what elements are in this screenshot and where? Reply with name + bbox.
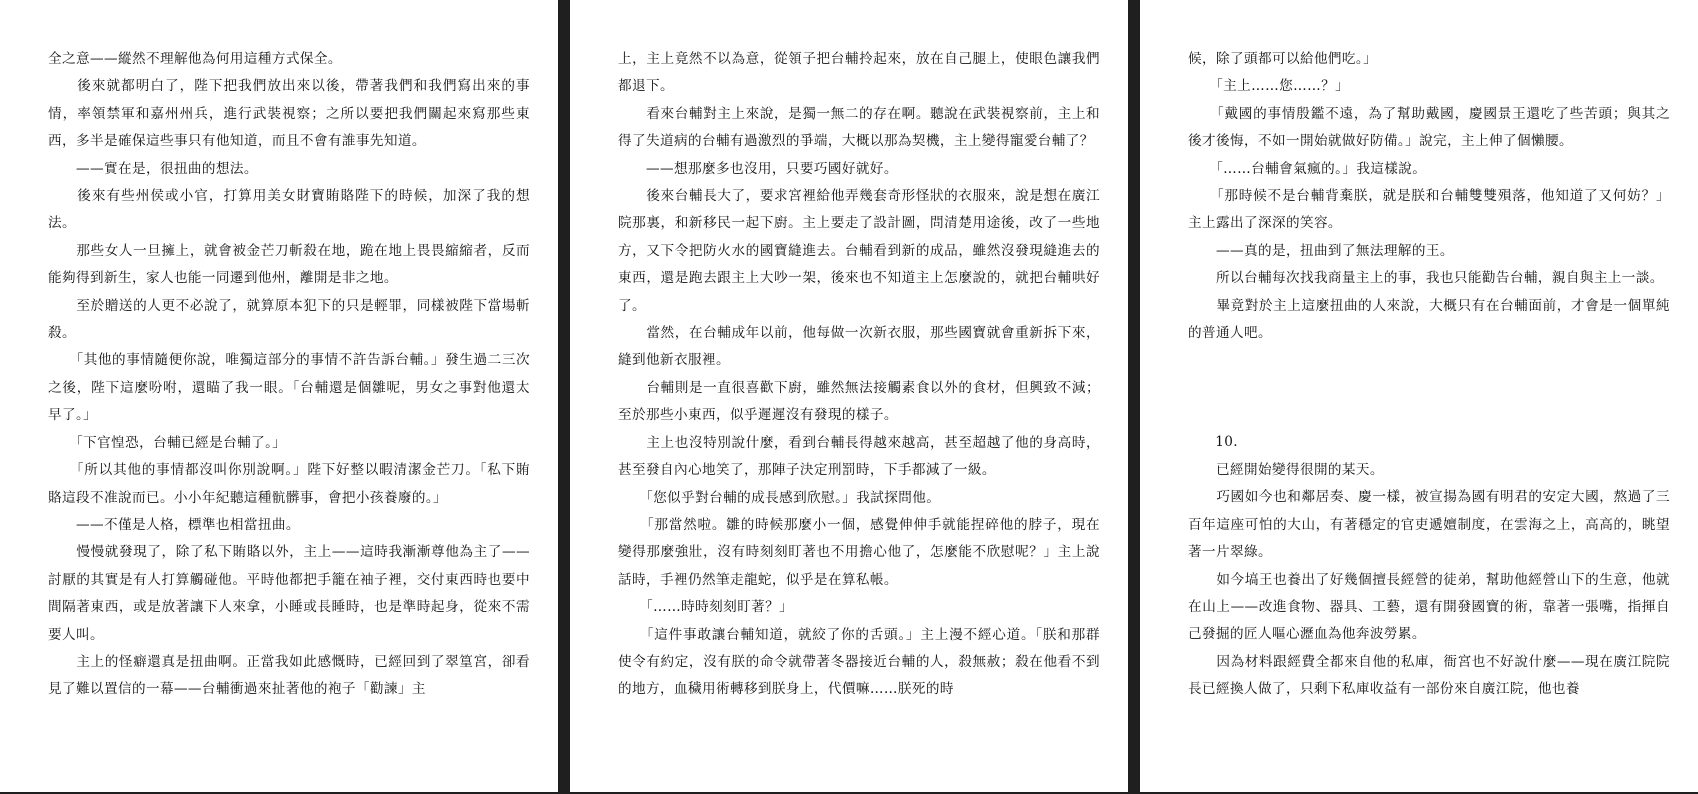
chapter-number: 10. <box>1215 434 1239 451</box>
paragraph: 如今塙王也養出了好幾個擅長經營的徒弟，幫助他經營山下的生意，他就在山上——改進食物、器具、工藝，還有開發國寶的術，靠著一張嘴，指揮自己發掘的匠人嘔心瀝血為他奔波勞累。 <box>1188 571 1670 643</box>
page-3 <box>1140 0 1698 794</box>
paragraph: 「那時候不是台輔背棄朕，就是朕和台輔雙雙殞落，他知道了又何妨？」主上露出了深深的笑容。 <box>1188 188 1670 232</box>
paragraph: ——真的是，扭曲到了無法理解的王。 <box>1188 242 1454 259</box>
page-1 <box>0 0 558 794</box>
paragraph: 巧國如今也和鄰居奏、慶一樣，被宣揚為國有明君的安定大國，熬過了三百年這座可怕的大山，有著穩定的官吏遞嬗制度，在雲海之上，高高的，眺望著一片翠綠。 <box>1188 489 1670 561</box>
paragraph: 後來有些州侯或小官，打算用美女財寶賄賂陛下的時候，加深了我的想法。 <box>48 188 530 232</box>
paragraph: 主上的怪癖還真是扭曲啊。正當我如此感慨時，已經回到了翠篁宮，卻看見了難以置信的一幕——台輔衝過來扯著他的袍子「勸諫」主 <box>48 653 530 698</box>
paragraph: 畢竟對於主上這麼扭曲的人來說，大概只有在台輔面前，才會是一個單純的普通人吧。 <box>1188 297 1670 342</box>
paragraph: ——實在是，很扭曲的想法。 <box>48 160 258 177</box>
paragraph: 「……時時刻刻盯著？」 <box>618 599 794 616</box>
paragraph: 候，除了頭都可以給他們吃。」 <box>1188 51 1378 67</box>
paragraph: 主上也沒特別說什麼，看到台輔長得越來越高，甚至超越了他的身高時，甚至發自內心地笑了，那陣子決定刑罰時，下手都減了一級。 <box>618 434 1100 479</box>
section-gap <box>1188 347 1670 429</box>
paragraph: 「下官惶恐，台輔已經是台輔了。」 <box>48 434 287 451</box>
paragraph: 已經開始變得很開的某天。 <box>1188 461 1384 478</box>
paragraph: 所以台輔每次找我商量主上的事，我也只能勸告台輔，親自與主上一談。 <box>1188 270 1664 287</box>
paragraph: 「那當然啦。雛的時候那麼小一個，感覺伸伸手就能捏碎他的脖子，現在變得那麼強壯，沒有時刻刻盯著也不用擔心他了，怎麼能不欣慰呢？」主上說話時，手裡仍然筆走龍蛇，似乎是在算私帳。 <box>618 516 1100 588</box>
page-2 <box>570 0 1128 794</box>
paragraph: 看來台輔對主上來說，是獨一無二的存在啊。聽說在武裝視察前，主上和得了失道病的台輔有過激烈的爭端，大概以那為契機，主上變得寵愛台輔了？ <box>618 105 1100 150</box>
paragraph: 「主上……您……？」 <box>1188 78 1350 95</box>
paragraph: ——不僅是人格，標準也相當扭曲。 <box>48 516 300 533</box>
paragraph: 至於贈送的人更不必說了，就算原本犯下的只是輕罪，同樣被陛下當場斬殺。 <box>48 297 530 342</box>
paragraph: 後來台輔長大了，要求宮裡給他弄幾套奇形怪狀的衣服來，說是想在廣江院那裏，和新移民一起下廚。主上要走了設計圖，問清楚用途後，改了一些地方，又下令把防火水的國寶縫進去。台輔看到新的成品，雖然沒發現縫進去的東西，還是跑去跟主上大吵一架，後來也不知道主上怎麼說的，就把台輔哄好了。 <box>618 188 1100 314</box>
paragraph: 因為材料跟經費全都來自他的私庫，衙宮也不好說什麼——現在廣江院院長已經換人做了，只剩下私庫收益有一部份來自廣江院，他也養 <box>1188 653 1670 698</box>
paragraph: ——想那麼多也沒用，只要巧國好就好。 <box>618 160 898 177</box>
paragraph: 「這件事敢讓台輔知道，就絞了你的舌頭。」主上漫不經心道。「朕和那群使令有約定，沒有朕的命令就帶著冬器接近台輔的人，殺無赦；殺在他看不到的地方，血穢用術轉移到朕身上，代價嘛……朕死的時 <box>618 626 1100 698</box>
paragraph: 上，主上竟然不以為意，從領子把台輔拎起來，放在自己腿上，使眼色讓我們都退下。 <box>618 51 1100 95</box>
paragraph: 全之意——縱然不理解他為何用這種方式保全。 <box>48 51 342 67</box>
paragraph: 台輔則是一直很喜歡下廚，雖然無法接觸素食以外的食材，但興致不減；至於那些小東西，似乎遲遲沒有發現的樣子。 <box>618 379 1100 424</box>
paragraph: 「……台輔會氣瘋的。」我這樣說。 <box>1188 160 1427 177</box>
paragraph: 那些女人一旦擁上，就會被金芒刀斬殺在地，跪在地上畏畏縮縮者，反而能夠得到新生，家人也能一同遷到他州，離開是非之地。 <box>48 242 530 287</box>
paragraph: 當然，在台輔成年以前，他每做一次新衣服，那些國寶就會重新拆下來，縫到他新衣服裡。 <box>618 325 1100 369</box>
paragraph: 「其他的事情隨便你說，唯獨這部分的事情不許告訴台輔。」發生過二三次之後，陛下這麼吩咐，還瞄了我一眼。「台輔還是個雛呢，男女之事對他還太早了。」 <box>48 352 530 424</box>
paragraph: 慢慢就發現了，除了私下賄賂以外，主上——這時我漸漸尊他為主了——討厭的其實是有人打算觸碰他。平時他都把手籠在袖子裡，交付東西時也要中間隔著東西，或是放著讓下人來拿，小睡或長睡時，也是準時起身，從來不需要人叫。 <box>48 544 530 643</box>
paragraph: 「戴國的事情殷鑑不遠，為了幫助戴國，慶國景王還吃了些苦頭；與其之後才後悔，不如一開始就做好防備。」說完，主上伸了個懶腰。 <box>1188 105 1670 150</box>
paragraph: 「所以其他的事情都沒叫你別說啊。」陛下好整以暇清潔金芒刀。「私下賄賂這段不准說而已。小小年紀聽這種骯髒事，會把小孩養廢的。」 <box>48 462 530 506</box>
paragraph: 後來就都明白了，陛下把我們放出來以後，帶著我們和我們寫出來的事情，率領禁軍和嘉州州兵，進行武裝視察；之所以要把我們關起來寫那些東西，多半是確保這些事只有他知道，而且不會有誰事先知道。 <box>48 78 530 150</box>
paragraph: 「您似乎對台輔的成長感到欣慰。」我試探問他。 <box>618 489 941 506</box>
